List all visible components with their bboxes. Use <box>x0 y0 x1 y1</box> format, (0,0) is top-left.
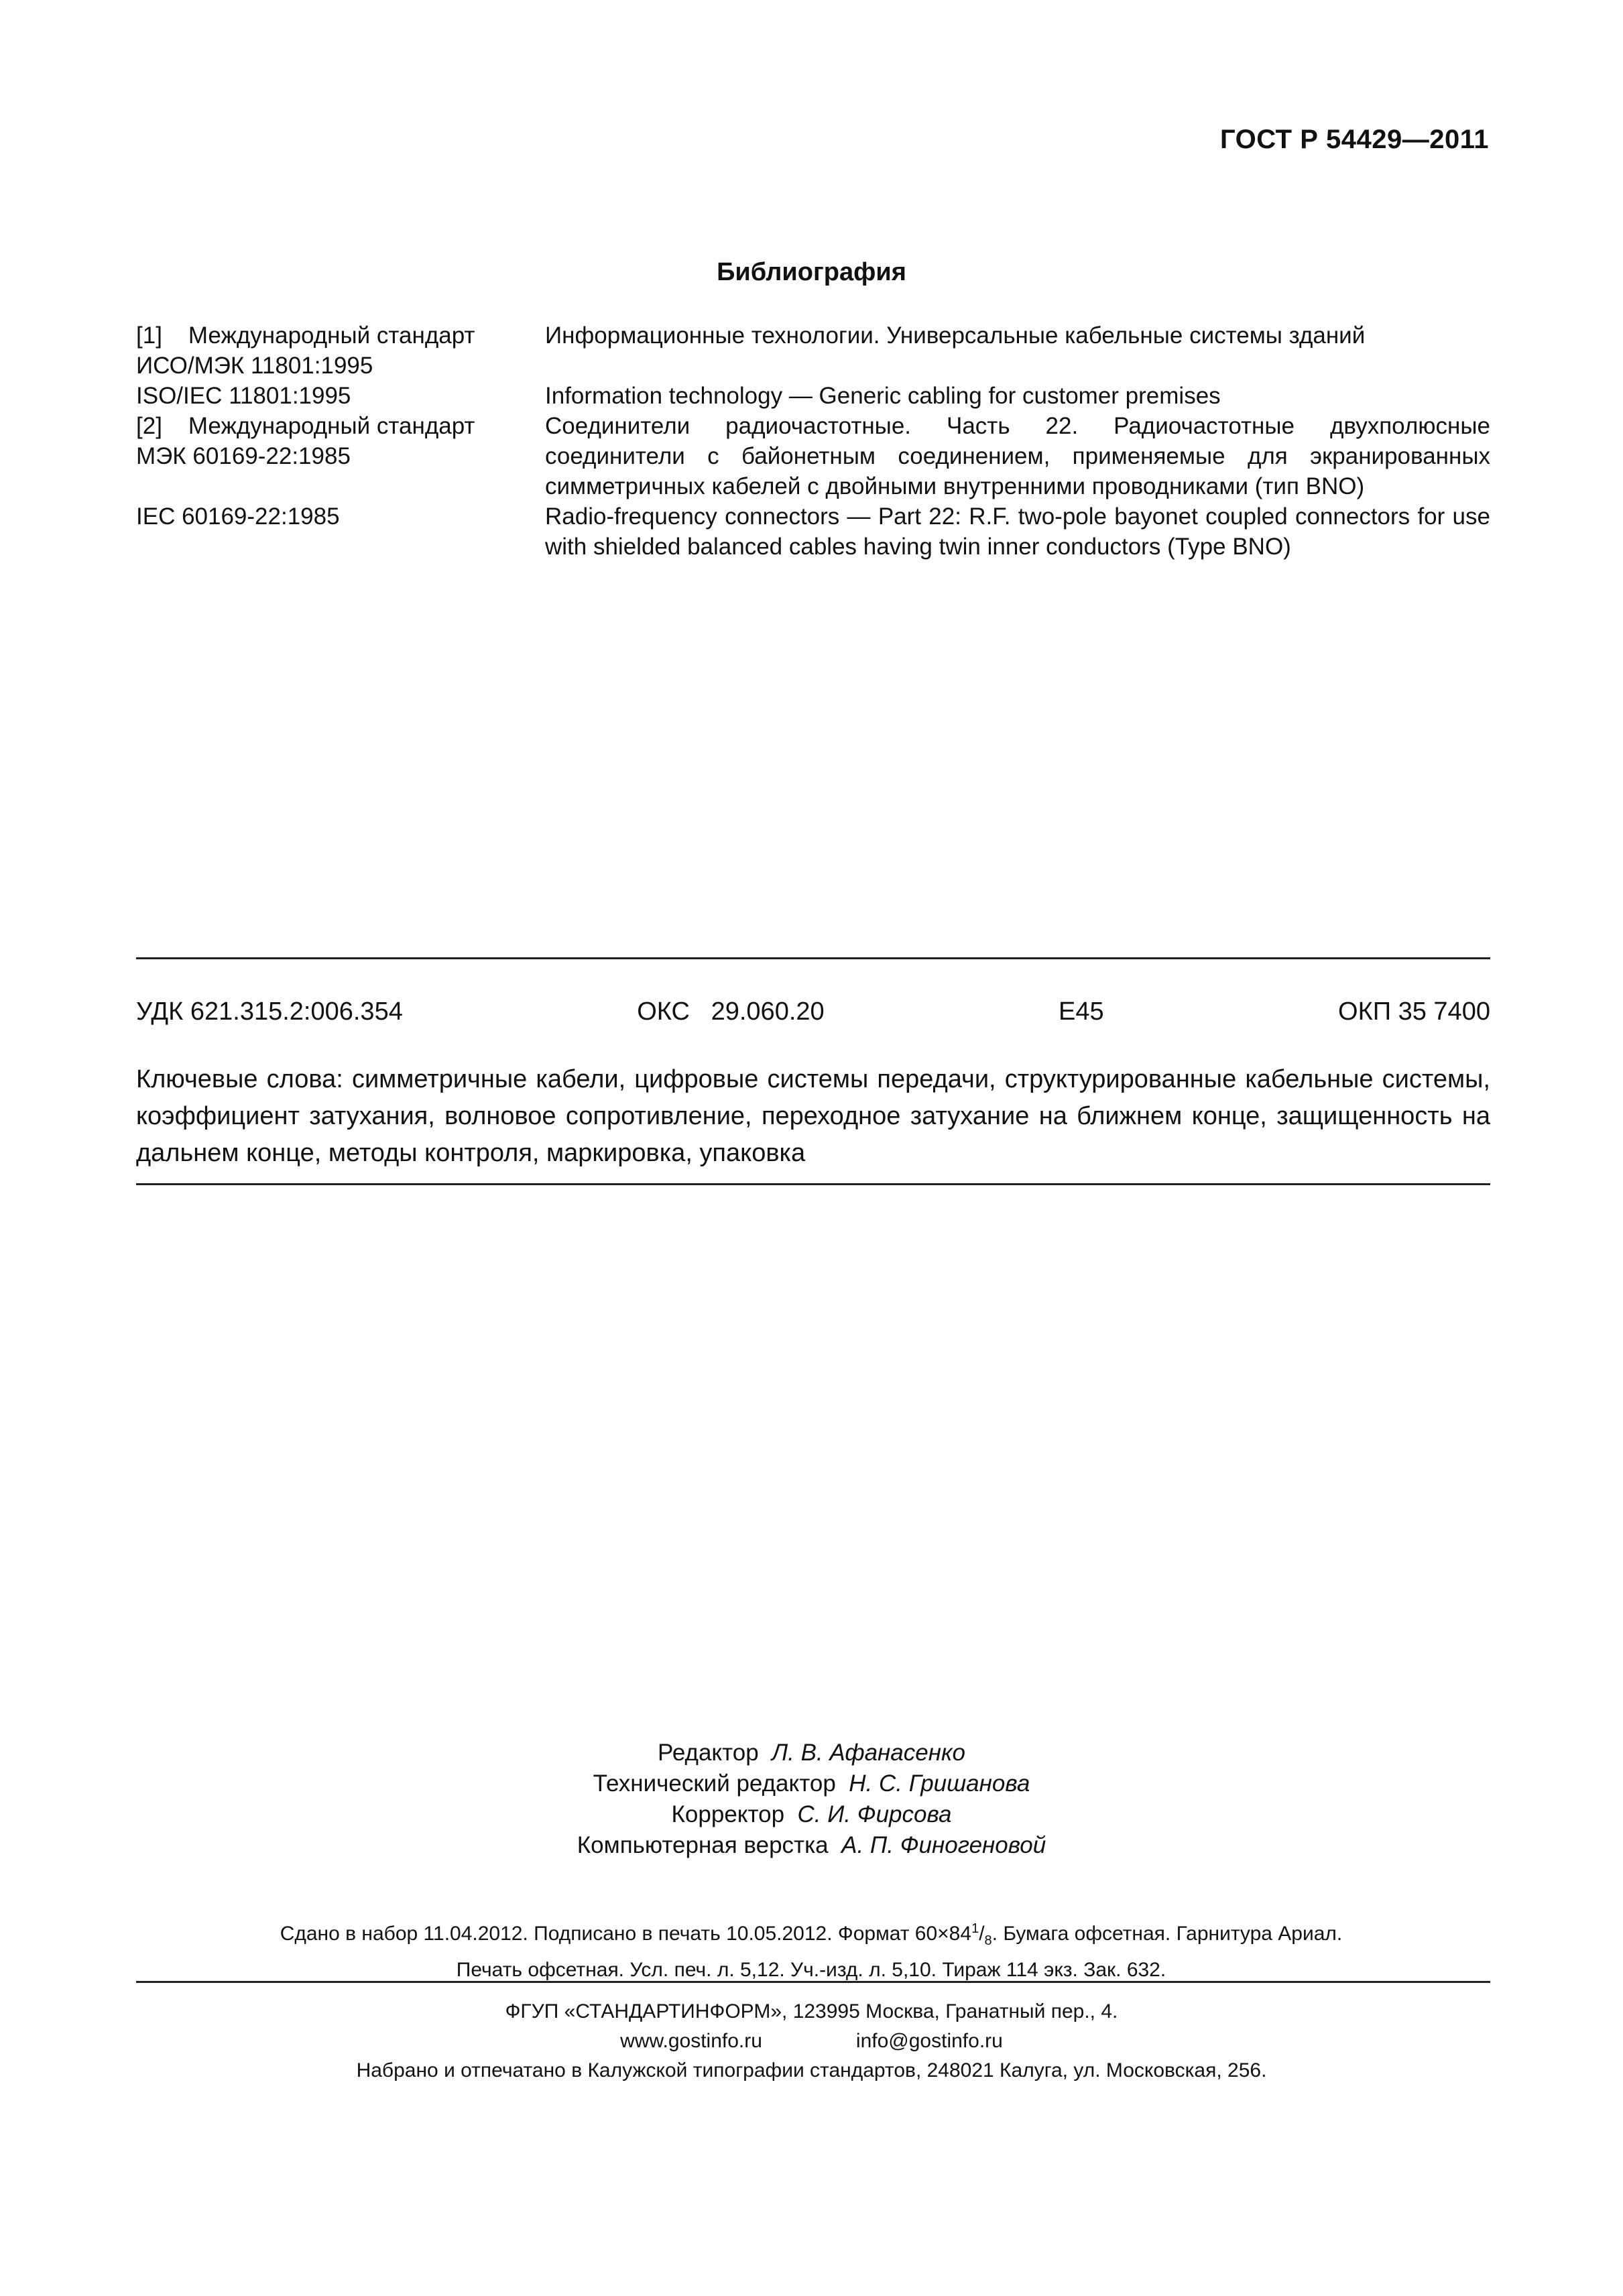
staff-role: Корректор <box>671 1801 785 1827</box>
divider <box>136 957 1490 959</box>
entry-title-ru: Информационные технологии. Универсальные кабельные системы зданий <box>545 322 1366 349</box>
bibliography-entry <box>136 411 1490 501</box>
keywords: Ключевые слова: симметричные кабели, цифровые системы передачи, структурированные кабельные системы, коэффициент затухания, волновое сопротивление, переходное затухание на ближнем конце, защищенность на дальнем конце, методы контроля, маркировка, упаковка <box>136 1065 1490 1167</box>
entry-title-en: Information technology — Generic cabling for customer premises <box>545 383 1221 409</box>
udk-code: УДК 621.315.2:006.354 <box>136 998 403 1026</box>
printing-house: Набрано и отпечатано в Калужской типографии стандартов, 248021 Калуга, ул. Московская, 256. <box>356 2059 1267 2081</box>
divider <box>136 1981 1490 1983</box>
staff-role: Компьютерная верстка <box>577 1832 829 1858</box>
classification-row <box>136 998 1490 1026</box>
okp-code: ОКП 35 7400 <box>1338 998 1490 1026</box>
staff-name: А. П. Финогеновой <box>841 1832 1046 1858</box>
entry-number: [2] <box>136 413 162 439</box>
entry-kind: Международный стандарт <box>188 322 475 349</box>
oks-code: ОКС 29.060.20 <box>637 998 825 1026</box>
publisher-info <box>0 1997 1623 2086</box>
staff-role: Технический редактор <box>593 1770 836 1797</box>
bibliography-list <box>136 320 1490 562</box>
entry-title-en: Radio-frequency connectors — Part 22: R.F. two-pole bayonet coupled connectors for use with shielded balanced cables having twin inner conductors (Type BNO) <box>545 503 1490 560</box>
entry-kind: Международный стандарт <box>188 413 475 439</box>
publisher-address: ФГУП «СТАНДАРТИНФОРМ», 123995 Москва, Гранатный пер., 4. <box>505 2000 1118 2022</box>
e-code: Е45 <box>1059 998 1104 1026</box>
entry-code: МЭК 60169-22:1985 <box>136 443 351 469</box>
staff-credits <box>0 1738 1623 1861</box>
entry-code: ИСО/МЭК 11801:1995 <box>136 353 373 379</box>
staff-name: Л. В. Афанасенко <box>772 1740 965 1766</box>
section-title: Библиография <box>717 258 906 286</box>
imprint: Сдано в набор 11.04.2012. Подписано в печать 10.05.2012. Формат $60\times 84^1/_8$. Бумага офсетная. Гарнитура Ариал. Печать офсетная. Усл. печ. л. 5,12. Уч.-изд. л. 5,10. Тираж 114 экз. Зак. 632. <box>168 1914 1455 1985</box>
entry-number: [1] <box>136 322 162 349</box>
staff-name: С. И. Фирсова <box>797 1801 952 1827</box>
document-header: ГОСТ Р 54429—2011 <box>1220 125 1489 154</box>
publisher-website[interactable]: www.gostinfo.ru <box>620 2030 762 2052</box>
bibliography-entry <box>136 320 1490 381</box>
entry-code: IEC 60169-22:1985 <box>136 503 340 530</box>
staff-name: Н. С. Гришанова <box>849 1770 1030 1797</box>
imprint-line: Печать офсетная. Усл. печ. л. 5,12. Уч.-изд. л. 5,10. Тираж 114 экз. Зак. 632. <box>456 1959 1166 1981</box>
publisher-email[interactable]: info@gostinfo.ru <box>855 2030 1003 2052</box>
entry-title-ru: Соединители радиочастотные. Часть 22. Радиочастотные двухполюсные соединители с байонетным соединением, применяемые для экранированных симметричных кабелей с двойными внутренними проводниками (тип BNO) <box>545 413 1490 499</box>
divider <box>136 1183 1490 1185</box>
entry-code: ISO/IEC 11801:1995 <box>136 383 351 409</box>
staff-role: Редактор <box>658 1740 759 1766</box>
imprint-line: Сдано в набор 11.04.2012. Подписано в печать 10.05.2012. Формат 60×84 <box>280 1923 972 1945</box>
